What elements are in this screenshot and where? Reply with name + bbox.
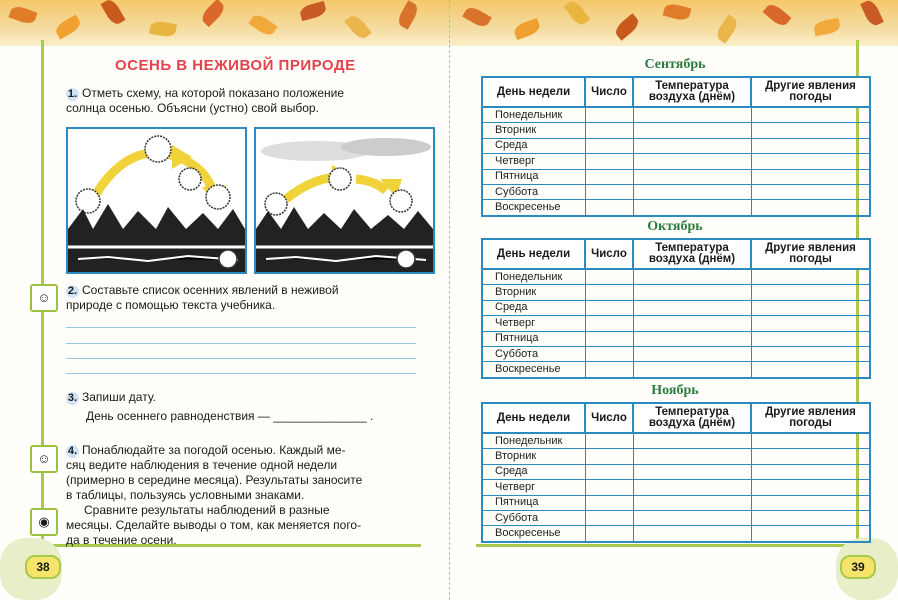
header-temperature: Температура воздуха (днём)	[633, 403, 751, 433]
header-date: Число	[585, 77, 633, 107]
observation-table-september	[481, 76, 871, 217]
page-number-left: 38	[25, 555, 61, 579]
weather-cell[interactable]	[751, 331, 870, 346]
sun-scheme-picture-2[interactable]	[254, 127, 435, 274]
table-row	[482, 200, 870, 216]
day-cell: Воскресенье	[482, 200, 585, 216]
date-cell[interactable]	[585, 464, 633, 479]
weather-cell[interactable]	[751, 300, 870, 315]
table-row	[482, 184, 870, 199]
table-row	[482, 526, 870, 542]
observation-table-october	[481, 238, 871, 379]
day-cell: Вторник	[482, 123, 585, 138]
table-row	[482, 107, 870, 123]
table-row	[482, 510, 870, 525]
page-title: ОСЕНЬ В НЕЖИВОЙ ПРИРОДЕ	[115, 57, 356, 74]
task-text-line: да в течение осени.	[66, 533, 177, 547]
temperature-cell[interactable]	[633, 433, 751, 449]
date-cell[interactable]	[585, 433, 633, 449]
date-cell[interactable]	[585, 331, 633, 346]
day-cell: Пятница	[482, 169, 585, 184]
task-2	[66, 283, 426, 313]
autumn-leaves-banner-left	[0, 0, 449, 46]
task-text-line: в таблицы, пользуясь условными знаками.	[66, 488, 305, 502]
table-row	[482, 123, 870, 138]
task-text-line: сяц ведите наблюдения в течение одной недели	[66, 458, 338, 472]
temperature-cell[interactable]	[633, 362, 751, 378]
temperature-cell[interactable]	[633, 200, 751, 216]
table-row	[482, 300, 870, 315]
date-cell[interactable]	[585, 200, 633, 216]
table-row	[482, 169, 870, 184]
month-title-september: Сентябрь	[644, 57, 706, 72]
weather-cell[interactable]	[751, 169, 870, 184]
table-row	[482, 362, 870, 378]
date-cell[interactable]	[585, 300, 633, 315]
task-text-line: Понаблюдайте за погодой осенью. Каждый ме-	[82, 443, 346, 457]
header-day: День недели	[482, 239, 585, 269]
weather-cell[interactable]	[751, 526, 870, 542]
task-number: 2.	[67, 285, 78, 297]
table-row	[482, 433, 870, 449]
table-row	[482, 331, 870, 346]
weather-cell[interactable]	[751, 285, 870, 300]
date-cell[interactable]	[585, 154, 633, 169]
temperature-cell[interactable]	[633, 449, 751, 464]
header-day: День недели	[482, 77, 585, 107]
date-cell[interactable]	[585, 184, 633, 199]
header-temperature: Температура воздуха (днём)	[633, 77, 751, 107]
month-title-october: Октябрь	[647, 219, 703, 234]
pair-work-icon: ☺	[30, 445, 58, 473]
observation-table-november	[481, 402, 871, 543]
weather-cell[interactable]	[751, 123, 870, 138]
answer-line[interactable]	[66, 327, 416, 328]
right-page-bottom-line	[476, 544, 859, 547]
task-number: 4.	[67, 445, 78, 457]
table-row	[482, 449, 870, 464]
pair-work-icon: ☺	[30, 284, 58, 312]
weather-cell[interactable]	[751, 362, 870, 378]
temperature-cell[interactable]	[633, 464, 751, 479]
header-temperature: Температура воздуха (днём)	[633, 239, 751, 269]
weather-cell[interactable]	[751, 107, 870, 123]
date-cell[interactable]	[585, 285, 633, 300]
answer-line[interactable]	[66, 373, 416, 374]
temperature-cell[interactable]	[633, 154, 751, 169]
table-row	[482, 269, 870, 285]
answer-line[interactable]	[66, 358, 416, 359]
table-row	[482, 480, 870, 495]
weather-cell[interactable]	[751, 138, 870, 153]
task-text-line: природе с помощью текста учебника.	[66, 298, 276, 312]
header-date: Число	[585, 239, 633, 269]
task-number: 1.	[67, 88, 78, 100]
date-cell[interactable]	[585, 449, 633, 464]
task-4	[66, 443, 426, 548]
table-row	[482, 316, 870, 331]
date-cell[interactable]	[585, 495, 633, 510]
weather-cell[interactable]	[751, 269, 870, 285]
temperature-cell[interactable]	[633, 316, 751, 331]
weather-cell[interactable]	[751, 495, 870, 510]
weather-cell[interactable]	[751, 346, 870, 361]
table-row	[482, 495, 870, 510]
day-cell: Понедельник	[482, 433, 585, 449]
date-cell[interactable]	[585, 526, 633, 542]
temperature-cell[interactable]	[633, 123, 751, 138]
autumn-leaves-banner-right	[449, 0, 898, 46]
day-cell: Суббота	[482, 510, 585, 525]
table-row	[482, 138, 870, 153]
temperature-cell[interactable]	[633, 285, 751, 300]
date-cell[interactable]	[585, 169, 633, 184]
task-text-line: Составьте список осенних явлений в неживой	[82, 283, 339, 297]
header-day: День недели	[482, 403, 585, 433]
day-cell: Среда	[482, 300, 585, 315]
task-number: 3.	[67, 392, 78, 404]
weather-cell[interactable]	[751, 433, 870, 449]
task-text-line: Запиши дату.	[82, 390, 156, 404]
temperature-cell[interactable]	[633, 138, 751, 153]
day-cell: Вторник	[482, 285, 585, 300]
page-number-right: 39	[840, 555, 876, 579]
weather-cell[interactable]	[751, 464, 870, 479]
temperature-cell[interactable]	[633, 480, 751, 495]
weather-cell[interactable]	[751, 510, 870, 525]
day-cell: Понедельник	[482, 269, 585, 285]
sun-scheme-picture-1[interactable]	[66, 127, 247, 274]
task-3	[66, 390, 426, 424]
date-cell[interactable]	[585, 123, 633, 138]
page-spine	[449, 0, 451, 600]
weather-cell[interactable]	[751, 154, 870, 169]
task-text-line: Отметь схему, на которой показано положение	[82, 86, 345, 100]
day-cell: Вторник	[482, 449, 585, 464]
temperature-cell[interactable]	[633, 300, 751, 315]
temperature-cell[interactable]	[633, 526, 751, 542]
day-cell: Воскресенье	[482, 362, 585, 378]
date-cell[interactable]	[585, 138, 633, 153]
weather-cell[interactable]	[751, 184, 870, 199]
day-cell: Суббота	[482, 346, 585, 361]
day-cell: Четверг	[482, 316, 585, 331]
table-row	[482, 154, 870, 169]
temperature-cell[interactable]	[633, 495, 751, 510]
task-text-line: солнца осенью. Объясни (устно) свой выбор.	[66, 101, 319, 115]
temperature-cell[interactable]	[633, 184, 751, 199]
table-row	[482, 346, 870, 361]
day-cell: Пятница	[482, 495, 585, 510]
day-cell: Пятница	[482, 331, 585, 346]
task-text-line: (примерно в середине месяца). Результаты заносите	[66, 473, 363, 487]
temperature-cell[interactable]	[633, 269, 751, 285]
weather-cell[interactable]	[751, 449, 870, 464]
temperature-cell[interactable]	[633, 346, 751, 361]
date-cell[interactable]	[585, 362, 633, 378]
weather-cell[interactable]	[751, 480, 870, 495]
date-cell[interactable]	[585, 316, 633, 331]
day-cell: Понедельник	[482, 107, 585, 123]
temperature-cell[interactable]	[633, 107, 751, 123]
task-1	[66, 86, 426, 116]
header-date: Число	[585, 403, 633, 433]
date-cell[interactable]	[585, 346, 633, 361]
date-answer-field[interactable]: День осеннего равноденствия — ______________ .	[86, 409, 374, 423]
day-cell: Четверг	[482, 480, 585, 495]
header-other-weather: Другие явления погоды	[751, 403, 870, 433]
month-title-november: Ноябрь	[651, 383, 699, 398]
answer-line[interactable]	[66, 343, 416, 344]
day-cell: Суббота	[482, 184, 585, 199]
temperature-cell[interactable]	[633, 510, 751, 525]
temperature-cell[interactable]	[633, 331, 751, 346]
weather-cell[interactable]	[751, 316, 870, 331]
date-cell[interactable]	[585, 480, 633, 495]
date-cell[interactable]	[585, 510, 633, 525]
header-other-weather: Другие явления погоды	[751, 77, 870, 107]
date-cell[interactable]	[585, 107, 633, 123]
day-cell: Среда	[482, 464, 585, 479]
task-text-line: Сравните результаты наблюдений в разные	[84, 503, 330, 517]
day-cell: Воскресенье	[482, 526, 585, 542]
table-row	[482, 285, 870, 300]
header-other-weather: Другие явления погоды	[751, 239, 870, 269]
day-cell: Среда	[482, 138, 585, 153]
date-cell[interactable]	[585, 269, 633, 285]
table-row	[482, 464, 870, 479]
task-text-line: месяцы. Сделайте выводы о том, как меняется пого-	[66, 518, 362, 532]
observation-icon: ◉	[30, 508, 58, 536]
temperature-cell[interactable]	[633, 169, 751, 184]
weather-cell[interactable]	[751, 200, 870, 216]
day-cell: Четверг	[482, 154, 585, 169]
